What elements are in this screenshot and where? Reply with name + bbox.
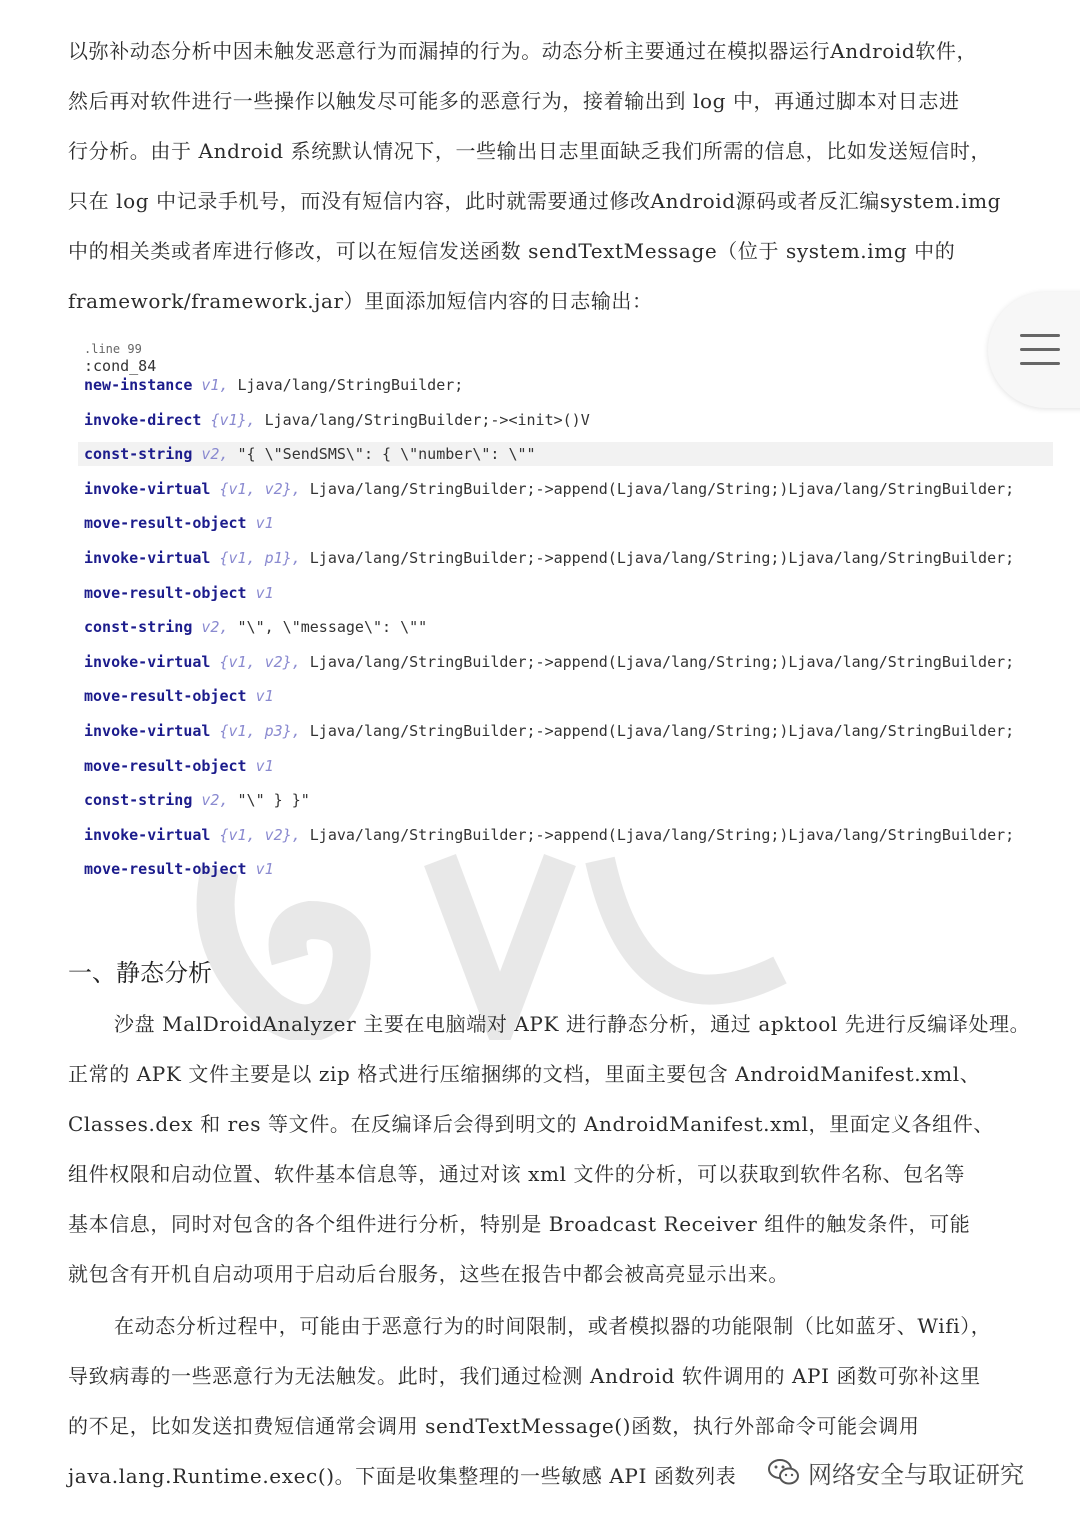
code-register: v1 <box>255 756 274 775</box>
code-register: v1 <box>255 583 274 602</box>
code-register: {v1, v2}, <box>219 825 301 844</box>
cond-label: :cond_84 <box>84 357 157 375</box>
code-operand: "\", \"message\": \"" <box>228 618 428 637</box>
code-instruction: const-string <box>84 618 193 637</box>
text-line: Classes.dex 和 res 等文件。在反编译后会得到明文的 AndroidManifest.xml，里面定义各组件、 <box>68 1112 994 1136</box>
text-line: 以弥补动态分析中因未触发恶意行为而漏掉的行为。动态分析主要通过在模拟器运行Android软件， <box>68 39 978 63</box>
code-register: v1 <box>255 860 274 879</box>
code-instruction: invoke-virtual <box>84 825 211 844</box>
code-line <box>84 514 274 532</box>
text-line: 的不足，比如发送扣费短信通常会调用 sendTextMessage()函数，执行外部命令可能会调用 <box>68 1414 920 1438</box>
code-register: v2, <box>201 445 229 464</box>
code-register: v2, <box>201 791 229 810</box>
code-register: {v1, p1}, <box>219 549 301 567</box>
text-line: 在动态分析过程中，可能由于恶意行为的时间限制，或者模拟器的功能限制（比如蓝牙、Wifi）， <box>114 1314 992 1338</box>
text-line: 中的相关类或者库进行修改，可以在短信发送函数 sendTextMessage（位于 system.img 中的 <box>68 239 956 263</box>
code-instruction: const-string <box>84 791 193 810</box>
text-line: java.lang.Runtime.exec()。下面是收集整理的一些敏感 API 函数列表 <box>68 1464 737 1488</box>
line-number-label: .line 99 <box>84 342 142 356</box>
code-line <box>84 653 1014 671</box>
code-register: v1, <box>201 376 229 394</box>
code-operand: Ljava/lang/StringBuilder;->append(Ljava/lang/String;)Ljava/lang/StringBuilder; <box>300 652 1015 671</box>
account-name: 网络安全与取证研究 <box>808 1460 1024 1489</box>
text-line: 然后再对软件进行一些操作以触发尽可能多的恶意行为，接着输出到 log 中，再通过脚本对日志进 <box>68 89 960 113</box>
code-line <box>84 376 463 394</box>
wechat-icon <box>768 1457 800 1487</box>
code-instruction: invoke-direct <box>84 410 202 429</box>
text-line: 组件权限和启动位置、软件基本信息等，通过对该 xml 文件的分析，可以获取到软件名称、包名等 <box>68 1162 965 1186</box>
code-operand: Ljava/lang/StringBuilder;->append(Ljava/lang/String;)Ljava/lang/StringBuilder; <box>300 722 1015 740</box>
code-line <box>84 757 274 775</box>
code-instruction: invoke-virtual <box>84 652 211 671</box>
code-line <box>84 480 1014 498</box>
static-analysis-paragraph <box>68 999 1038 1299</box>
code-line <box>84 584 274 602</box>
code-register: {v1, p3}, <box>219 722 301 740</box>
code-line <box>84 618 427 636</box>
text-line: 只在 log 中记录手机号，而没有短信内容，此时就需要通过修改Android源码或者反汇编system.img <box>68 189 1002 213</box>
text-line: 导致病毒的一些恶意行为无法触发。此时，我们通过检测 Android 软件调用的 API 函数可弥补这里 <box>68 1364 981 1388</box>
code-operand: "{ \"SendSMS\": { \"number\": \"" <box>228 445 536 464</box>
code-instruction: move-result-object <box>84 756 247 775</box>
code-register: {v1, v2}, <box>219 479 301 498</box>
code-operand: Ljava/lang/StringBuilder; <box>228 376 464 394</box>
code-operand: "\" } }" <box>228 791 310 810</box>
code-operand: Ljava/lang/StringBuilder;->append(Ljava/lang/String;)Ljava/lang/StringBuilder; <box>300 549 1015 567</box>
code-instruction: move-result-object <box>84 687 247 706</box>
text-line: 正常的 APK 文件主要是以 zip 格式进行压缩捆绑的文档，里面主要包含 AndroidManifest.xml、 <box>68 1062 981 1086</box>
code-instruction: move-result-object <box>84 583 247 602</box>
code-operand: Ljava/lang/StringBuilder;->append(Ljava/lang/String;)Ljava/lang/StringBuilder; <box>300 479 1015 498</box>
text-line: 就包含有开机自启动项用于启动后台服务，这些在报告中都会被高亮显示出来。 <box>68 1262 789 1286</box>
intro-paragraph <box>68 26 1038 326</box>
source-watermark <box>762 1450 1030 1494</box>
code-line <box>84 860 274 878</box>
code-register: v1 <box>255 514 274 533</box>
smali-code-block <box>78 340 1053 880</box>
code-instruction: move-result-object <box>84 514 247 533</box>
code-register: {v1}, <box>210 410 256 429</box>
code-instruction: invoke-virtual <box>84 722 211 740</box>
text-line: 基本信息，同时对包含的各个组件进行分析，特别是 Broadcast Receiver 组件的触发条件，可能 <box>68 1212 971 1236</box>
code-line <box>84 687 274 705</box>
code-instruction: move-result-object <box>84 860 247 879</box>
code-register: {v1, v2}, <box>219 652 301 671</box>
text-line: 沙盘 MalDroidAnalyzer 主要在电脑端对 APK 进行静态分析，通过 apktool 先进行反编译处理。 <box>114 1012 1031 1036</box>
code-line <box>84 445 536 463</box>
code-instruction: new-instance <box>84 376 193 394</box>
code-register: v1 <box>255 687 274 706</box>
code-line <box>84 549 1014 567</box>
code-operand: Ljava/lang/StringBuilder;->append(Ljava/lang/String;)Ljava/lang/StringBuilder; <box>300 825 1015 844</box>
code-instruction: const-string <box>84 445 193 464</box>
code-instruction: invoke-virtual <box>84 549 211 567</box>
code-line <box>84 791 310 809</box>
section-heading: 一、静态分析 <box>68 959 212 987</box>
text-line: framework/framework.jar）里面添加短信内容的日志输出： <box>68 289 653 313</box>
code-line <box>84 722 1014 740</box>
code-register: v2, <box>201 618 229 637</box>
code-line <box>84 411 590 429</box>
code-instruction: invoke-virtual <box>84 479 211 498</box>
code-line <box>84 826 1014 844</box>
text-line: 行分析。由于 Android 系统默认情况下，一些输出日志里面缺乏我们所需的信息，比如发送短信时， <box>68 139 992 163</box>
code-operand: Ljava/lang/StringBuilder;-><init>()V <box>255 410 590 429</box>
